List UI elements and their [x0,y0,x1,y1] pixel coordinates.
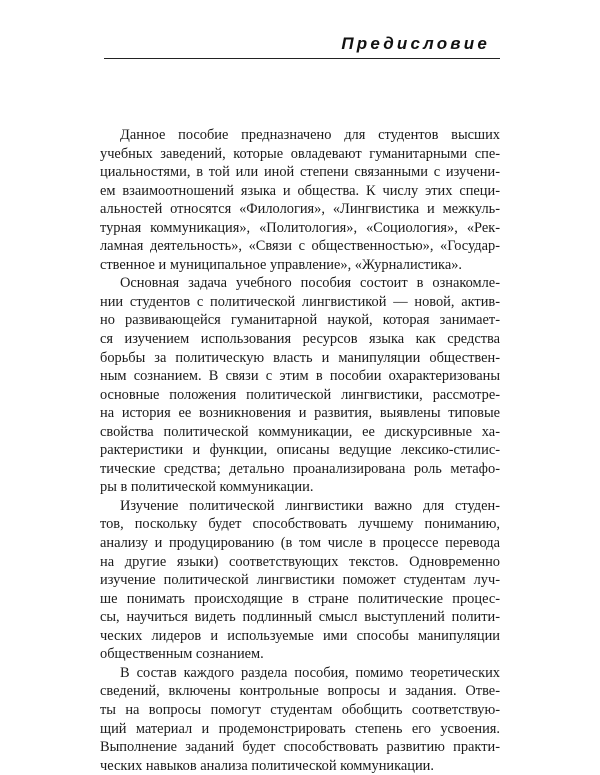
text-line: ственное и муниципальное управление», «Журналистика». [100,256,462,273]
text-line: ламная деятельность», «Связи с общественностью», «Государ- [100,238,500,255]
text-line: сведений, включены контрольные вопросы и задания. Отве- [100,683,500,700]
text-line: альностей относятся «Филология», «Лингвистика и межкуль- [100,201,500,218]
text-line: нии студентов с политической лингвистикой — новой, актив- [100,293,500,310]
text-line: щий материал и продемонстрировать степень его усвоения. [100,720,500,737]
text-line: Основная задача учебного пособия состоит в ознакомле- [120,275,500,292]
text-line: ным сознанием. В связи с этим в пособии охарактеризованы [100,368,500,385]
body-text [100,126,500,775]
text-line: на история ее возникновения и развития, выявлены типовые [100,405,500,422]
text-line: изучение политической лингвистики поможет студентам луч- [100,572,500,589]
text-line: циальностями, в той или иной степени связанными с изучени- [100,164,500,181]
paragraph [100,664,500,775]
text-line: ческих навыков анализа политической коммуникации. [100,757,434,774]
text-line: учебных заведений, которые овладевают гуманитарными спе- [100,145,500,162]
text-line: свойства политической коммуникации, ее дискурсивные ха- [100,423,500,440]
text-line: ры в политической коммуникации. [100,479,314,496]
text-line: ше понимать происходящие в стране политические процес- [100,590,500,607]
paragraph [100,497,500,664]
header-rule [104,58,500,59]
text-line: турная коммуникация», «Политология», «Социология», «Рек- [100,219,500,236]
text-line: но развивающейся гуманитарной наукой, которая занимает- [100,312,500,329]
text-line: ся изучением использования ресурсов языка как средства [100,331,500,348]
text-line: борьбы за политическую власть и манипуляции обществен- [100,349,500,366]
text-line: ческих лидеров и используемые ими способы манипуляции [100,627,500,644]
page-title: Предисловие [341,34,490,53]
text-line: сы, научиться видеть подлинный смысл выступлений полити- [100,609,500,626]
text-line: тов, поскольку будет способствовать лучшему пониманию, [100,516,500,533]
text-line: тические средства; детально проанализирована роль метафо- [100,460,500,477]
text-line: общественным сознанием. [100,646,264,663]
running-header [104,30,500,60]
text-line: анализу и продуцированию (в том числе в процессе перевода [100,535,500,552]
text-line: Данное пособие предназначено для студентов высших [120,127,500,143]
text-line: Выполнение заданий будет способствовать развитию практи- [100,739,500,756]
paragraph [100,126,500,274]
text-line: на другие языки) соответствующих текстов. Одновременно [100,553,500,570]
text-line: рактеристики и функции, описаны ведущие лексико-стилис- [100,442,500,459]
text-line: ты на вопросы помогут студентам обобщить соответствую- [100,701,500,718]
text-line: основные положения политической лингвистики, рассмотре- [100,386,500,403]
text-line: Изучение политической лингвистики важно для студен- [120,497,500,514]
paragraph [100,274,500,497]
text-line: В состав каждого раздела пособия, помимо теоретических [120,664,500,681]
text-line: ем взаимоотношений языка и общества. К числу этих специ- [100,182,500,199]
